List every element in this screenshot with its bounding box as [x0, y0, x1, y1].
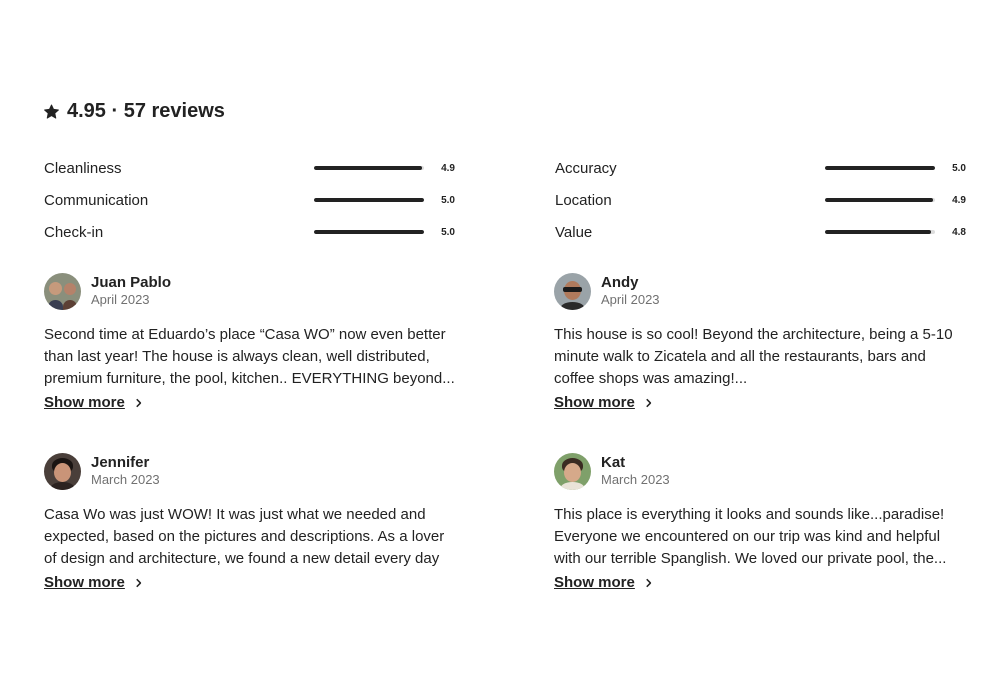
- review-header: [554, 452, 966, 490]
- chevron-right-icon: [133, 578, 143, 588]
- review-card: [554, 272, 966, 412]
- rating-value: 5.0: [441, 194, 455, 206]
- rating-row-check-in: [44, 216, 455, 248]
- rating-row-accuracy: [555, 152, 966, 184]
- avatar[interactable]: [44, 453, 81, 490]
- chevron-right-icon: [643, 398, 653, 408]
- rating-row-location: [555, 184, 966, 216]
- review-header: [44, 272, 456, 310]
- show-more-label: Show more: [554, 394, 635, 411]
- show-more-link[interactable]: [554, 574, 653, 591]
- review-date: April 2023: [601, 292, 660, 307]
- rating-bar-fill: [314, 198, 424, 202]
- rating-row-communication: [44, 184, 455, 216]
- rating-label: Check-in: [44, 223, 104, 241]
- rating-bar: [314, 230, 424, 234]
- review-card: [44, 452, 456, 592]
- review-date: March 2023: [601, 472, 670, 487]
- rating-categories: [44, 152, 966, 248]
- avatar[interactable]: [554, 273, 591, 310]
- rating-bar-fill: [314, 166, 422, 170]
- show-more-label: Show more: [44, 574, 125, 591]
- reviewer-name: Jennifer: [91, 454, 150, 471]
- rating-label: Value: [555, 223, 593, 241]
- rating-bar: [825, 198, 935, 202]
- reviewer-name: Andy: [601, 274, 639, 291]
- show-more-link[interactable]: [44, 394, 143, 411]
- review-list: [44, 272, 966, 592]
- rating-bar: [314, 166, 424, 170]
- rating-label: Cleanliness: [44, 159, 122, 177]
- review-date: April 2023: [91, 292, 150, 307]
- show-more-link[interactable]: [44, 574, 143, 591]
- review-text: Casa Wo was just WOW! It was just what we needed and expected, based on the pictures and descriptions. As a lover of design and architecture, we found a new detail every day: [44, 506, 445, 567]
- rating-bar-fill: [825, 230, 931, 234]
- rating-row-value: [555, 216, 966, 248]
- review-card: [44, 272, 456, 412]
- review-date: March 2023: [91, 472, 160, 487]
- rating-bar-fill: [825, 166, 935, 170]
- show-more-label: Show more: [44, 394, 125, 411]
- rating-label: Accuracy: [555, 159, 617, 177]
- rating-bar-fill: [825, 198, 933, 202]
- review-text: This place is everything it looks and sounds like...paradise! Everyone we encountered on our trip was kind and helpful with our terrible Spanglish. We loved our private pool, the...: [554, 506, 947, 567]
- avatar[interactable]: [44, 273, 81, 310]
- rating-value: 5.0: [441, 226, 455, 238]
- rating-label: Communication: [44, 191, 149, 209]
- chevron-right-icon: [643, 578, 653, 588]
- review-text: Second time at Eduardo’s place “Casa WO” now even better than last year! The house is always clean, well distributed, premium furniture, the pool, kitchen.. EVERYTHING beyond...: [44, 326, 455, 387]
- review-text: This house is so cool! Beyond the architecture, being a 5-10 minute walk to Zicatela and all the restaurants, bars and coffee shops was amazing!...: [554, 326, 953, 387]
- rating-row-cleanliness: [44, 152, 455, 184]
- rating-value: 5.0: [952, 162, 966, 174]
- reviewer-name: Kat: [601, 454, 626, 471]
- show-more-label: Show more: [554, 574, 635, 591]
- reviews-summary-text: 4.95 · 57 reviews: [67, 100, 225, 122]
- reviews-summary: [44, 100, 225, 123]
- review-card: [554, 452, 966, 592]
- reviewer-name: Juan Pablo: [91, 274, 172, 291]
- rating-bar: [314, 198, 424, 202]
- rating-label: Location: [555, 191, 612, 209]
- rating-bar: [825, 166, 935, 170]
- star-icon: [44, 104, 59, 119]
- show-more-link[interactable]: [554, 394, 653, 411]
- review-header: [44, 452, 456, 490]
- rating-value: 4.8: [952, 226, 966, 238]
- avatar[interactable]: [554, 453, 591, 490]
- rating-value: 4.9: [952, 194, 966, 206]
- review-header: [554, 272, 966, 310]
- rating-bar-fill: [314, 230, 424, 234]
- rating-value: 4.9: [441, 162, 455, 174]
- chevron-right-icon: [133, 398, 143, 408]
- rating-bar: [825, 230, 935, 234]
